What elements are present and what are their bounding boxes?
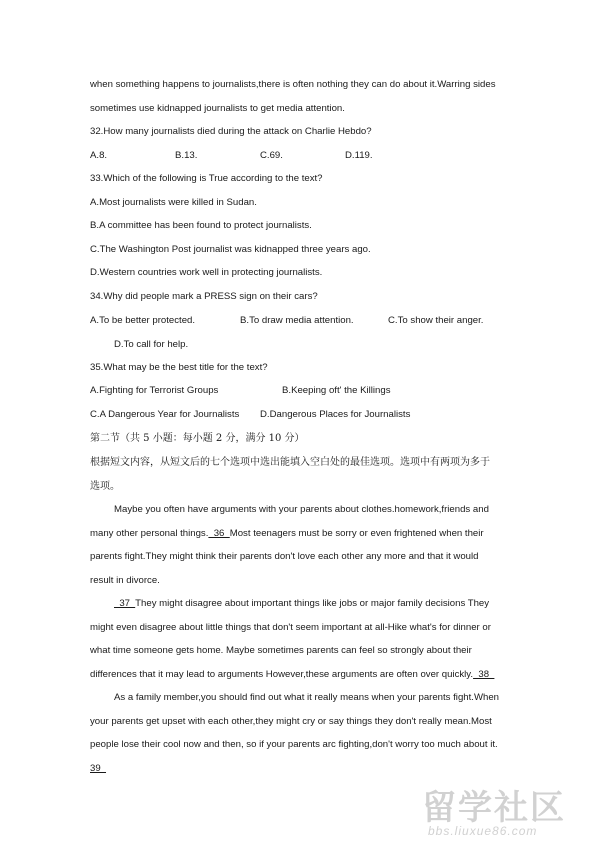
passage-line: parents fight.They might think their parents don't love each other any more and that it would [90, 551, 479, 562]
passage-line: when something happens to journalists,there is often nothing they can do about it.Warring sides [90, 79, 496, 90]
passage-text: Most teenagers must be sorry or even frightened when their [229, 528, 484, 539]
passage-text: They might disagree about important things like jobs or major family decisions They [135, 598, 490, 609]
watermark-logo [422, 780, 592, 842]
passage-line: people lose their cool now and then, so if your parents arc fighting,don't worry too much about it. [90, 739, 498, 750]
option-c: C.A Dangerous Year for Journalists [90, 409, 240, 420]
passage-line [90, 669, 494, 681]
passage-line: Maybe you often have arguments with your parents about clothes.homework,friends and [114, 504, 489, 515]
watermark-url: bbs.liuxue86.com [428, 824, 538, 838]
passage-line: As a family member,you should find out what it really means when your parents fight.When [114, 692, 500, 703]
passage-line: sometimes use kidnapped journalists to get media attention. [90, 103, 345, 114]
option-a: A.8. [90, 150, 108, 161]
passage-line: result in divorce. [90, 575, 160, 586]
passage-line [90, 763, 106, 775]
option-d: D.119. [345, 150, 373, 161]
section-instruction: 根据短文内容，从短文后的七个选项中选出能填入空白处的最佳选项。选项中有两项为多于 [90, 457, 490, 468]
blank-37: 37 [114, 598, 136, 609]
passage-line: what time someone gets home. Maybe sometimes parents can feel so strongly about their [90, 645, 472, 656]
section-heading: 第二节（共 5 小题：每小题 2 分，满分 10 分） [90, 433, 305, 444]
option-a: A.Fighting for Terrorist Groups [90, 385, 219, 396]
question-35-stem: 35.What may be the best title for the text? [90, 362, 268, 373]
watermark-text: 留学社区 [422, 788, 566, 828]
option-c: C.69. [260, 150, 283, 161]
option-a: A.Most journalists were killed in Sudan. [90, 197, 257, 208]
option-d: D.Western countries work well in protecting journalists. [90, 267, 323, 278]
option-d: D.To call for help. [114, 339, 189, 350]
section-instruction: 选项。 [90, 481, 120, 492]
blank-39: 39 [90, 763, 107, 774]
passage-line: your parents get upset with each other,they might cry or say things they don't really mean.Most [90, 716, 492, 727]
option-d: D.Dangerous Places for Journalists [260, 409, 411, 420]
passage-text: differences that it may lead to arguments However,these arguments are often over quickly. [90, 669, 474, 680]
option-b: B.To draw media attention. [240, 315, 354, 326]
question-34-stem: 34.Why did people mark a PRESS sign on their cars? [90, 291, 318, 302]
blank-38: 38 [473, 669, 495, 680]
passage-text: many other personal things. [90, 528, 209, 539]
option-c: C.The Washington Post journalist was kidnapped three years ago. [90, 244, 371, 255]
question-32-stem: 32.How many journalists died during the attack on Charlie Hebdo? [90, 126, 372, 137]
passage-line [114, 598, 489, 610]
option-b: B.A committee has been found to protect journalists. [90, 220, 312, 231]
option-b: B.13. [175, 150, 198, 161]
option-b: B.Keeping oft' the Killings [282, 385, 391, 396]
passage-line: might even disagree about little things that don't seem important at all-Hike what's for dinner or [90, 622, 491, 633]
option-a: A.To be better protected. [90, 315, 196, 326]
blank-36: 36 [208, 528, 230, 539]
option-c: C.To show their anger. [388, 315, 484, 326]
passage-line [90, 528, 484, 540]
question-33-stem: 33.Which of the following is True according to the text? [90, 173, 323, 184]
